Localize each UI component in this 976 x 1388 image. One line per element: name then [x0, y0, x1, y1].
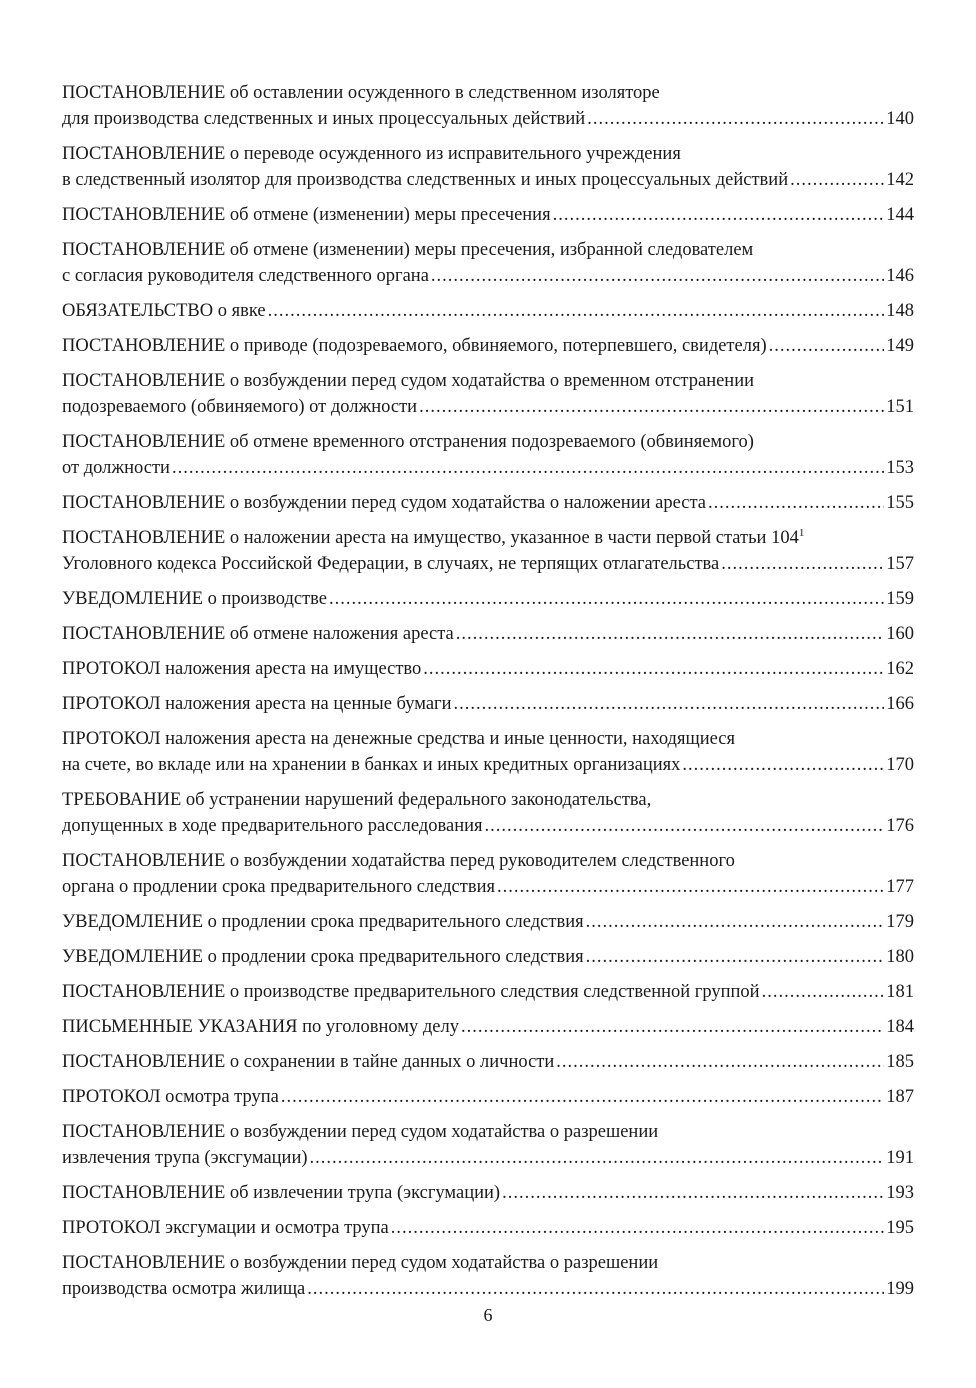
toc-entry[interactable]: [62, 1215, 914, 1241]
dot-leader: [456, 621, 884, 647]
toc-entry-title-line: ПОСТАНОВЛЕНИЕ об отмене наложения ареста: [62, 624, 454, 644]
toc-entry-title-line: для производства следственных и иных процессуальных действий: [62, 109, 586, 129]
dot-leader: [172, 455, 884, 481]
toc-page-number: 187: [886, 1087, 914, 1107]
toc-entry-title-line: УВЕДОМЛЕНИЕ о производстве: [62, 589, 328, 609]
toc-page-number: 151: [886, 397, 914, 417]
toc-entry-title-line: в следственный изолятор для производства следственных и иных процессуальных действий: [62, 170, 789, 190]
dot-leader: [307, 1276, 884, 1302]
dot-leader: [790, 167, 884, 193]
toc-entry-title-line: ПРОТОКОЛ эксгумации и осмотра трупа: [62, 1218, 389, 1238]
dot-leader: [708, 490, 884, 516]
toc-page-number: 146: [886, 266, 914, 286]
toc-page-number: 148: [886, 301, 914, 321]
dot-leader: [419, 394, 884, 420]
toc-entry-title-line: ПОСТАНОВЛЕНИЕ о наложении ареста на имущество, указанное в части первой статьи $104^1$: [62, 527, 805, 548]
dot-leader: [431, 263, 884, 289]
toc-page-number: 180: [886, 947, 914, 967]
toc-entry-title-line: ОБЯЗАТЕЛЬСТВО о явке: [62, 301, 266, 321]
toc-entry[interactable]: [62, 1250, 914, 1302]
dot-leader: [497, 874, 884, 900]
toc-entry[interactable]: [62, 525, 914, 577]
dot-leader: [423, 656, 884, 682]
toc-entry-title-line: ПОСТАНОВЛЕНИЕ об оставлении осужденного в следственном изоляторе: [62, 83, 660, 103]
dot-leader: [485, 813, 885, 839]
dot-leader: [586, 944, 885, 970]
toc-entry-row: [62, 691, 914, 717]
toc-entry[interactable]: [62, 333, 914, 359]
toc-entry[interactable]: [62, 1119, 914, 1171]
toc-entry[interactable]: [62, 726, 914, 778]
page-number: 6: [483, 1305, 493, 1325]
toc-page-number: 184: [886, 1017, 914, 1037]
toc-page-number: 199: [886, 1279, 914, 1299]
toc-entry-row: [62, 106, 914, 132]
toc-entry-title-line: УВЕДОМЛЕНИЕ о продлении срока предварительного следствия: [62, 947, 584, 967]
dot-leader: [682, 752, 884, 778]
toc-entry-title-line: органа о продлении срока предварительного следствия: [62, 877, 495, 897]
toc-entry-title-line: ПОСТАНОВЛЕНИЕ о возбуждении ходатайства перед руководителем следственного: [62, 851, 735, 871]
dot-leader: [587, 106, 884, 132]
toc-entry-title-line: от должности: [62, 458, 170, 478]
toc-entry-title-line: ПРОТОКОЛ наложения ареста на денежные средства и иные ценности, находящиеся: [62, 729, 735, 749]
dot-leader: [586, 909, 885, 935]
toc-entry-row: [62, 1180, 914, 1206]
toc-page-number: 166: [886, 694, 914, 714]
dot-leader: [502, 1180, 884, 1206]
toc-entry[interactable]: [62, 909, 914, 935]
toc-entry[interactable]: [62, 691, 914, 717]
toc-page-number: 191: [886, 1148, 914, 1168]
toc-entry-title-line: ПОСТАНОВЛЕНИЕ о возбуждении перед судом ходатайства о временном отстранении: [62, 371, 755, 391]
toc-page-number: 142: [886, 170, 914, 190]
toc-entry-title-line: ПОСТАНОВЛЕНИЕ о сохранении в тайне данных о личности: [62, 1052, 555, 1072]
toc-entry-row: [62, 333, 914, 359]
toc-page-number: 177: [886, 877, 914, 897]
toc-entry-row: [62, 1014, 914, 1040]
toc-page-number: 193: [886, 1183, 914, 1203]
dot-leader: [454, 691, 885, 717]
toc-entry-title-line: ПОСТАНОВЛЕНИЕ об отмене (изменении) меры пресечения: [62, 205, 551, 225]
toc-entry-row: [62, 813, 914, 839]
toc-entry-row: [62, 656, 914, 682]
toc-page-number: 195: [886, 1218, 914, 1238]
toc-entry-title-line: допущенных в ходе предварительного расследования: [62, 816, 483, 836]
toc-entry-row: [62, 202, 914, 228]
toc-entry-row: [62, 298, 914, 324]
toc-page-number: 162: [886, 659, 914, 679]
toc-entry-row: [62, 1084, 914, 1110]
dot-leader: [553, 202, 885, 228]
toc-entry[interactable]: [62, 490, 914, 516]
toc-entry-title-line: ПОСТАНОВЛЕНИЕ о возбуждении перед судом ходатайства о разрешении: [62, 1122, 659, 1142]
toc-page-number: 140: [886, 109, 914, 129]
toc-entry-title-line: ПОСТАНОВЛЕНИЕ об отмене временного отстранения подозреваемого (обвиняемого): [62, 432, 754, 452]
toc-page-number: 179: [886, 912, 914, 932]
dot-leader: [721, 551, 884, 577]
toc-entry-row: [62, 167, 914, 193]
toc-entry-title-line: ПОСТАНОВЛЕНИЕ о приводе (подозреваемого, обвиняемого, потерпевшего, свидетеля): [62, 336, 767, 356]
table-of-contents: [62, 80, 914, 1311]
toc-entry-superscript: 1: [798, 527, 805, 539]
toc-entry[interactable]: [62, 848, 914, 900]
toc-page-number: 149: [886, 336, 914, 356]
toc-entry-row: [62, 455, 914, 481]
toc-entry[interactable]: [62, 237, 914, 289]
toc-page-number: 144: [886, 205, 914, 225]
toc-entry-row: [62, 979, 914, 1005]
toc-entry[interactable]: [62, 202, 914, 228]
toc-entry[interactable]: [62, 1084, 914, 1110]
toc-entry-row: [62, 490, 914, 516]
toc-entry-row: [62, 1049, 914, 1075]
toc-page-number: 185: [886, 1052, 914, 1072]
toc-page-number: 157: [886, 554, 914, 574]
toc-entry[interactable]: [62, 429, 914, 481]
toc-entry-title-line: подозреваемого (обвиняемого) от должности: [62, 397, 418, 417]
toc-entry-title-line: ПРОТОКОЛ осмотра трупа: [62, 1087, 279, 1107]
toc-entry[interactable]: [62, 1180, 914, 1206]
toc-entry-row: [62, 944, 914, 970]
dot-leader: [556, 1049, 884, 1075]
toc-entry-row: [62, 1276, 914, 1302]
toc-entry-row: [62, 621, 914, 647]
toc-entry-title-line: УВЕДОМЛЕНИЕ о продлении срока предварительного следствия: [62, 912, 584, 932]
toc-entry-title-line: ПОСТАНОВЛЕНИЕ о переводе осужденного из исправительного учреждения: [62, 144, 681, 164]
dot-leader: [329, 586, 884, 612]
toc-entry[interactable]: [62, 368, 914, 420]
toc-entry[interactable]: [62, 656, 914, 682]
toc-entry-row: [62, 874, 914, 900]
toc-entry-row: [62, 1215, 914, 1241]
toc-page-number: 155: [886, 493, 914, 513]
dot-leader: [461, 1014, 884, 1040]
toc-entry[interactable]: [62, 141, 914, 193]
toc-page-number: 153: [886, 458, 914, 478]
toc-entry-title-line: ПОСТАНОВЛЕНИЕ об отмене (изменении) меры пресечения, избранной следователем: [62, 240, 754, 260]
toc-entry-title-line: ПОСТАНОВЛЕНИЕ о возбуждении перед судом ходатайства о наложении ареста: [62, 493, 706, 513]
dot-leader: [391, 1215, 884, 1241]
toc-entry-title-line: ТРЕБОВАНИЕ об устранении нарушений федерального законодательства,: [62, 790, 652, 810]
toc-entry[interactable]: [62, 1049, 914, 1075]
toc-entry[interactable]: [62, 621, 914, 647]
toc-entry[interactable]: [62, 298, 914, 324]
toc-entry-title-line: ПРОТОКОЛ наложения ареста на ценные бумаги: [62, 694, 452, 714]
dot-leader: [762, 979, 885, 1005]
dot-leader: [310, 1145, 885, 1171]
toc-entry-row: [62, 752, 914, 778]
toc-entry-title-line: на счете, во вкладе или на хранении в банках и иных кредитных организациях: [62, 755, 681, 775]
toc-entry-title-line: производства осмотра жилища: [62, 1279, 306, 1299]
toc-entry-row: [62, 1145, 914, 1171]
toc-entry-title-line: с согласия руководителя следственного органа: [62, 266, 429, 286]
toc-entry-row: [62, 909, 914, 935]
toc-entry-title-line: ПОСТАНОВЛЕНИЕ о производстве предварительного следствия следственной группой: [62, 982, 760, 1002]
dot-leader: [769, 333, 885, 359]
toc-page-number: 181: [886, 982, 914, 1002]
toc-entry[interactable]: [62, 80, 914, 132]
toc-entry-row: [62, 586, 914, 612]
dot-leader: [268, 298, 885, 324]
toc-entry[interactable]: [62, 586, 914, 612]
toc-entry[interactable]: [62, 944, 914, 970]
toc-page-number: 170: [886, 755, 914, 775]
toc-entry-title-line: ПРОТОКОЛ наложения ареста на имущество: [62, 659, 422, 679]
toc-entry[interactable]: [62, 979, 914, 1005]
toc-page-number: 159: [886, 589, 914, 609]
toc-entry-title-line: ПОСТАНОВЛЕНИЕ о возбуждении перед судом ходатайства о разрешении: [62, 1253, 659, 1273]
toc-entry-row: [62, 551, 914, 577]
toc-entry-title-line: извлечения трупа (эксгумации): [62, 1148, 308, 1168]
dot-leader: [281, 1084, 884, 1110]
toc-page-number: 160: [886, 624, 914, 644]
toc-entry[interactable]: [62, 1014, 914, 1040]
toc-entry[interactable]: [62, 787, 914, 839]
toc-entry-row: [62, 263, 914, 289]
toc-entry-title-line: ПОСТАНОВЛЕНИЕ об извлечении трупа (эксгумации): [62, 1183, 501, 1203]
toc-entry-title-line: ПИСЬМЕННЫЕ УКАЗАНИЯ по уголовному делу: [62, 1017, 459, 1037]
toc-entry-row: [62, 394, 914, 420]
toc-page-number: 176: [886, 816, 914, 836]
toc-entry-title-line: Уголовного кодекса Российской Федерации, в случаях, не терпящих отлагательства: [62, 554, 720, 574]
